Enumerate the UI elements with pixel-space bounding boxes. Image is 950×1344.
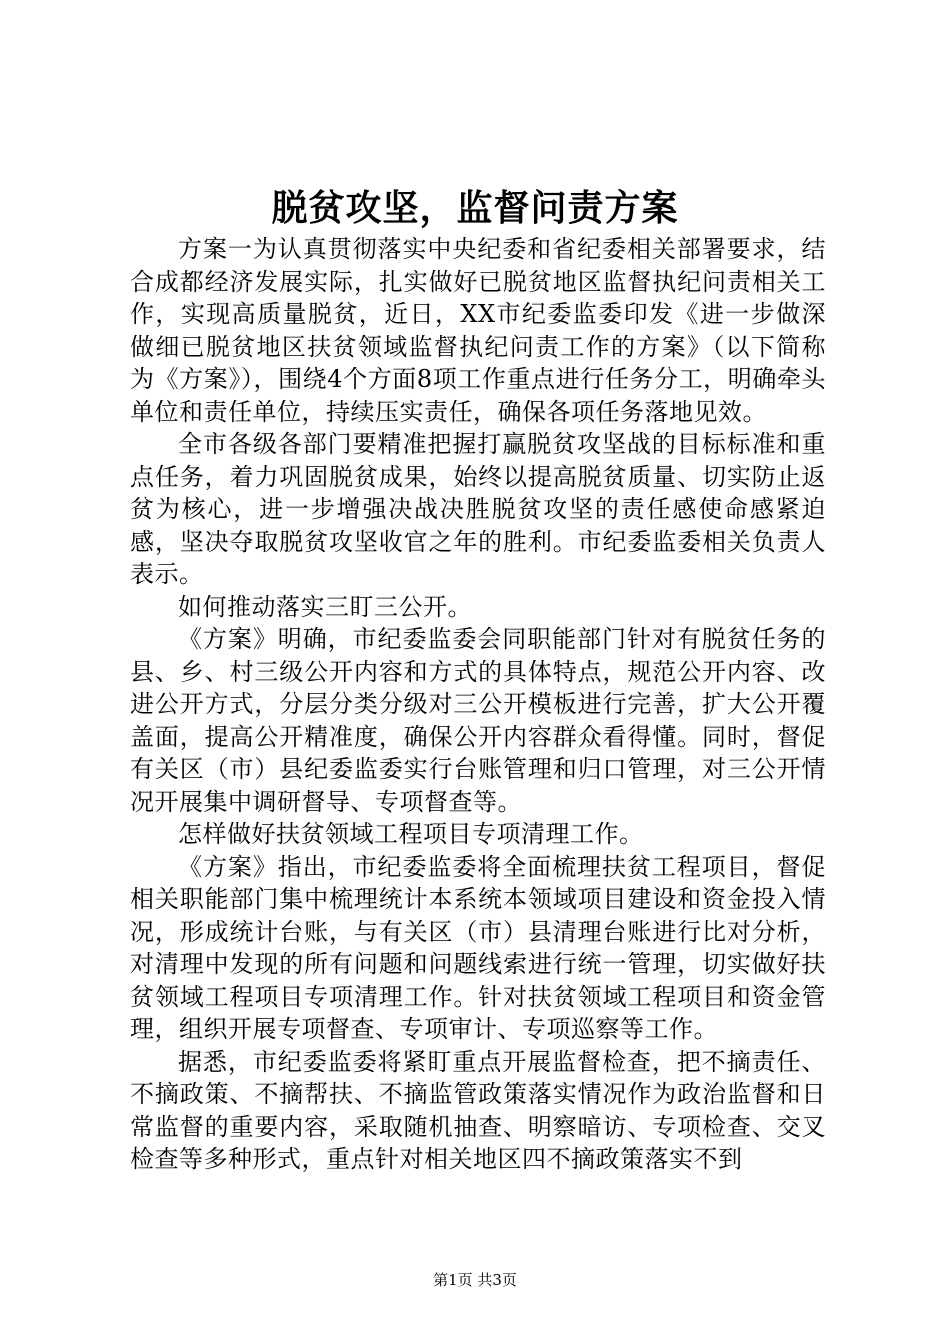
paragraph-7: 据悉，市纪委监委将紧盯重点开展监督检查，把不摘责任、不摘政策、不摘帮扶、不摘监管政策落实情况作为政治监督和日常监督的重要内容，采取随机抽查、明察暗访、专项检查、交叉检查等多种形式，重点针对相关地区四不摘政策落实不到 xyxy=(130,1047,826,1173)
page-number-footer: 第1页 共3页 xyxy=(433,1271,517,1289)
document-body xyxy=(130,233,826,1176)
paragraph-5: 怎样做好扶贫领域工程项目专项清理工作。 xyxy=(178,820,644,848)
paragraph-2: 全市各级各部门要精准把握打赢脱贫攻坚战的目标标准和重点任务，着力巩固脱贫成果，始终以提高脱贫质量、切实防止返贫为核心，进一步增强决战决胜脱贫攻坚的责任感使命感紧迫感，坚决夺取脱贫攻坚收官之年的胜利。市纪委监委相关负责人表示。 xyxy=(130,430,826,588)
page-title: 脱贫攻坚，监督问责方案 xyxy=(271,187,679,229)
paragraph-6: 《方案》指出，市纪委监委将全面梳理扶贫工程项目，督促相关职能部门集中梳理统计本系统本领域项目建设和资金投入情况，形成统计台账，与有关区（市）县清理台账进行比对分析，对清理中发现的所有问题和问题线索进行统一管理，切实做好扶贫领域工程项目专项清理工作。针对扶贫领域工程项目和资金管理，组织开展专项督查、专项审计、专项巡察等工作。 xyxy=(130,852,826,1043)
paragraph-4: 《方案》明确，市纪委监委会同职能部门针对有脱贫任务的县、乡、村三级公开内容和方式的具体特点，规范公开内容、改进公开方式，分层分类分级对三公开模板进行完善，扩大公开覆盖面，提高公开精准度，确保公开内容群众看得懂。同时，督促有关区（市）县纪委监委实行台账管理和归口管理，对三公开情况开展集中调研督导、专项督查等。 xyxy=(130,625,826,816)
paragraph-3: 如何推动落实三盯三公开。 xyxy=(178,592,472,621)
paragraph-1: 方案一为认真贯彻落实中央纪委和省纪委相关部署要求，结合成都经济发展实际，扎实做好已脱贫地区监督执纪问责相关工作，实现高质量脱贫，近日，XX市纪委监委印发《进一步做深做细已脱贫地区扶贫领域监督执纪问责工作的方案》（以下简称为《方案》），围绕4个方面8项工作重点进行任务分工，明确牵头单位和责任单位，持续压实责任，确保各项任务落地见效。 xyxy=(130,235,826,426)
